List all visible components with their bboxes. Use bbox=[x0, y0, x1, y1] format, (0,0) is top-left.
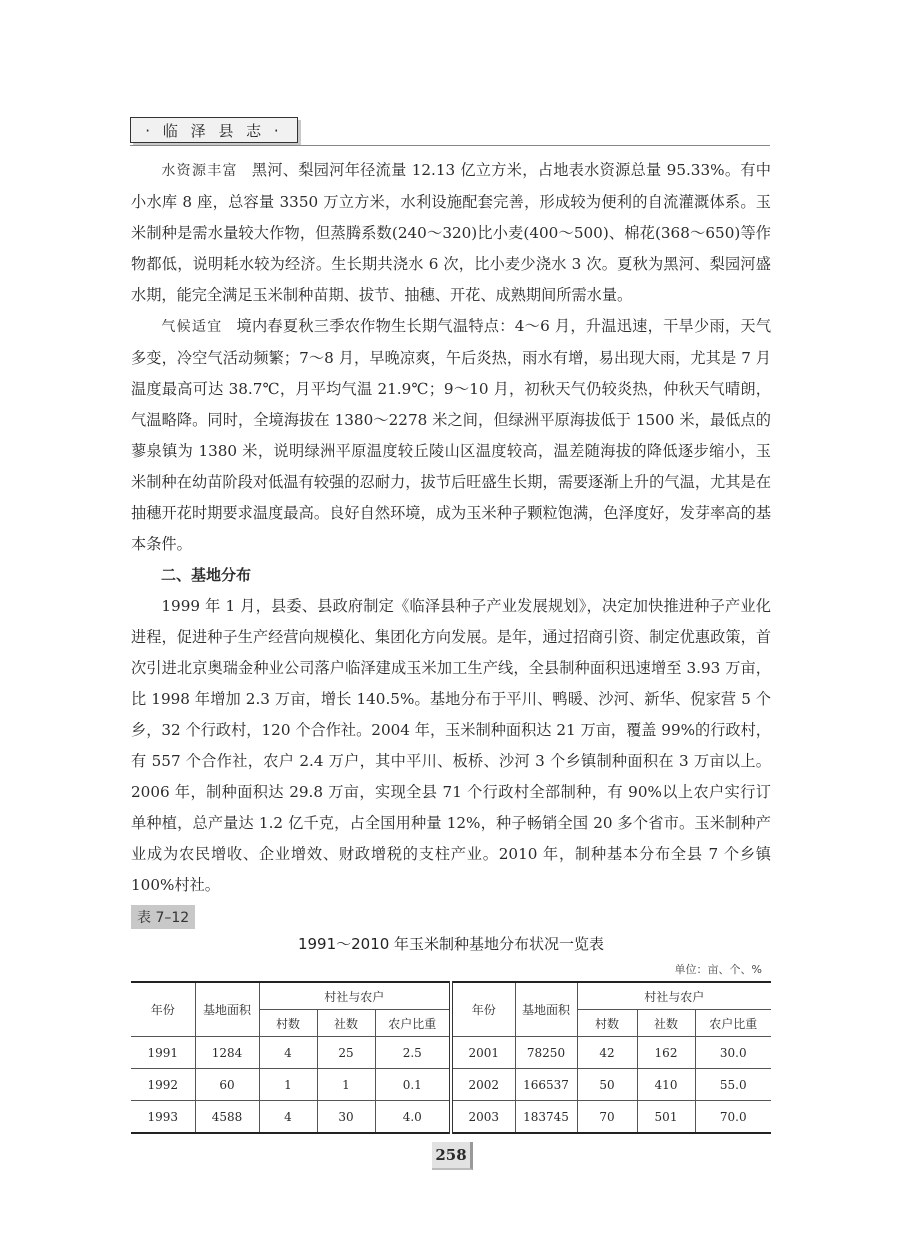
paragraph-text: 黑河、梨园河年径流量 12.13 亿立方米，占地表水资源总量 95.33%。有中小水库 8 座，总容量 3350 万立方米，水利设施配套完善，形成较为便利的自流灌溉体系。玉米制种是需水量较大作物，但蒸腾系数(240～320)比小麦(400～500)、棉花(368～650)等作物都低，说明耗水较为经济。生长期共浇水 6 次，比小麦少浇水 3 次。夏秋为黑河、梨园河盛水期，能完全满足玉米制种苗期、拔节、抽穗、开花、成熟期间所需水量。 bbox=[131, 161, 771, 304]
body-text bbox=[131, 155, 771, 901]
header-area: 基地面积 bbox=[195, 982, 259, 1037]
paragraph-climate bbox=[131, 311, 771, 560]
table-cell: 183745 bbox=[515, 1101, 577, 1134]
table-cell: 2001 bbox=[451, 1037, 515, 1069]
header-villages: 村数 bbox=[577, 1010, 637, 1037]
paragraph-lead: 气候适宜 bbox=[161, 319, 223, 335]
paragraph-lead: 水资源丰富 bbox=[161, 163, 238, 179]
table-cell: 78250 bbox=[515, 1037, 577, 1069]
table-cell: 1 bbox=[259, 1069, 317, 1101]
table-cell: 166537 bbox=[515, 1069, 577, 1101]
table-cell: 2002 bbox=[451, 1069, 515, 1101]
header-rule bbox=[130, 145, 770, 146]
table-cell: 2003 bbox=[451, 1101, 515, 1134]
table-row bbox=[131, 1069, 771, 1101]
header-group: 村社与农户 bbox=[577, 982, 771, 1010]
table-cell: 162 bbox=[637, 1037, 695, 1069]
table-cell: 0.1 bbox=[375, 1069, 451, 1101]
table-row bbox=[131, 1037, 771, 1069]
table-row bbox=[131, 1101, 771, 1134]
table-cell: 1993 bbox=[131, 1101, 195, 1134]
table-cell: 4 bbox=[259, 1037, 317, 1069]
paragraph-text: 1999 年 1 月，县委、县政府制定《临泽县种子产业发展规划》，决定加快推进种子产业化进程，促进种子生产经营向规模化、集团化方向发展。是年，通过招商引资、制定优惠政策，首次引进北京奥瑞金种业公司落户临泽建成玉米加工生产线，全县制种面积迅速增至 3.93 万亩，比 1998 年增加 2.3 万亩，增长 140.5%。基地分布于平川、鸭暖、沙河、新华、倪家营 5 个乡，32 个行政村，120 个合作社。2004 年，玉米制种面积达 21 万亩，覆盖 99%的行政村，有 557 个合作社，农户 2.4 万户，其中平川、板桥、沙河 3 个乡镇制种面积在 3 万亩以上。2006 年，制种面积达 29.8 万亩，实现全县 71 个行政村全部制种，有 90%以上农户实行订单种植，总产量达 1.2 亿千克，占全国用种量 12%，种子畅销全国 20 多个省市。玉米制种产业成为农民增收、企业增效、财政增税的支柱产业。2010 年，制种基本分布全县 7 个乡镇 100%村社。 bbox=[131, 597, 771, 894]
table-cell: 30.0 bbox=[695, 1037, 771, 1069]
table-cell: 1991 bbox=[131, 1037, 195, 1069]
data-table bbox=[131, 981, 771, 1134]
table-cell: 4588 bbox=[195, 1101, 259, 1134]
header-title: · 临 泽 县 志 · bbox=[145, 121, 283, 140]
unit-label: 单位：亩、个、% bbox=[674, 963, 762, 976]
table-cell: 60 bbox=[195, 1069, 259, 1101]
table-cell: 30 bbox=[317, 1101, 375, 1134]
table-label: 表 7–12 bbox=[131, 905, 195, 929]
table-title: 1991～2010 年玉米制种基地分布状况一览表 bbox=[297, 935, 605, 953]
table-cell: 4.0 bbox=[375, 1101, 451, 1134]
header-villages: 村数 bbox=[259, 1010, 317, 1037]
table-cell: 70 bbox=[577, 1101, 637, 1134]
table-cell: 1992 bbox=[131, 1069, 195, 1101]
table-cell: 2.5 bbox=[375, 1037, 451, 1069]
table-cell: 1284 bbox=[195, 1037, 259, 1069]
header-ratio: 农户比重 bbox=[375, 1010, 451, 1037]
header-group: 村社与农户 bbox=[259, 982, 451, 1010]
table-header-row bbox=[131, 982, 771, 1010]
table-cell: 4 bbox=[259, 1101, 317, 1134]
header-coops: 社数 bbox=[317, 1010, 375, 1037]
table-cell: 70.0 bbox=[695, 1101, 771, 1134]
running-header bbox=[130, 117, 298, 143]
paragraph-base bbox=[131, 591, 771, 901]
header-area: 基地面积 bbox=[515, 982, 577, 1037]
paragraph-water bbox=[131, 155, 771, 311]
table-cell: 42 bbox=[577, 1037, 637, 1069]
header-year: 年份 bbox=[131, 982, 195, 1037]
header-year: 年份 bbox=[451, 982, 515, 1037]
page-number: 258 bbox=[432, 1142, 473, 1170]
table-cell: 501 bbox=[637, 1101, 695, 1134]
table-cell: 55.0 bbox=[695, 1069, 771, 1101]
table-cell: 25 bbox=[317, 1037, 375, 1069]
table-cell: 1 bbox=[317, 1069, 375, 1101]
table-cell: 410 bbox=[637, 1069, 695, 1101]
header-coops: 社数 bbox=[637, 1010, 695, 1037]
header-ratio: 农户比重 bbox=[695, 1010, 771, 1037]
table-cell: 50 bbox=[577, 1069, 637, 1101]
paragraph-text: 境内春夏秋三季农作物生长期气温特点：4～6 月，升温迅速，干旱少雨，天气多变，冷空气活动频繁；7～8 月，早晚凉爽，午后炎热，雨水有增，易出现大雨，尤其是 7 月温度最高可达 38.7℃，月平均气温 21.9℃；9～10 月，初秋天气仍较炎热，仲秋天气晴朗，气温略降。同时，全境海拔在 1380～2278 米之间，但绿洲平原海拔低于 1500 米，最低点的蓼泉镇为 1380 米，说明绿洲平原温度较丘陵山区温度较高，温差随海拔的降低逐步缩小，玉米制种在幼苗阶段对低温有较强的忍耐力，拔节后旺盛生长期，需要逐渐上升的气温，尤其是在抽穗开花时期要求温度最高。良好自然环境，成为玉米种子颗粒饱满，色泽度好，发芽率高的基本条件。 bbox=[131, 317, 772, 553]
section-heading: 二、基地分布 bbox=[161, 566, 252, 584]
